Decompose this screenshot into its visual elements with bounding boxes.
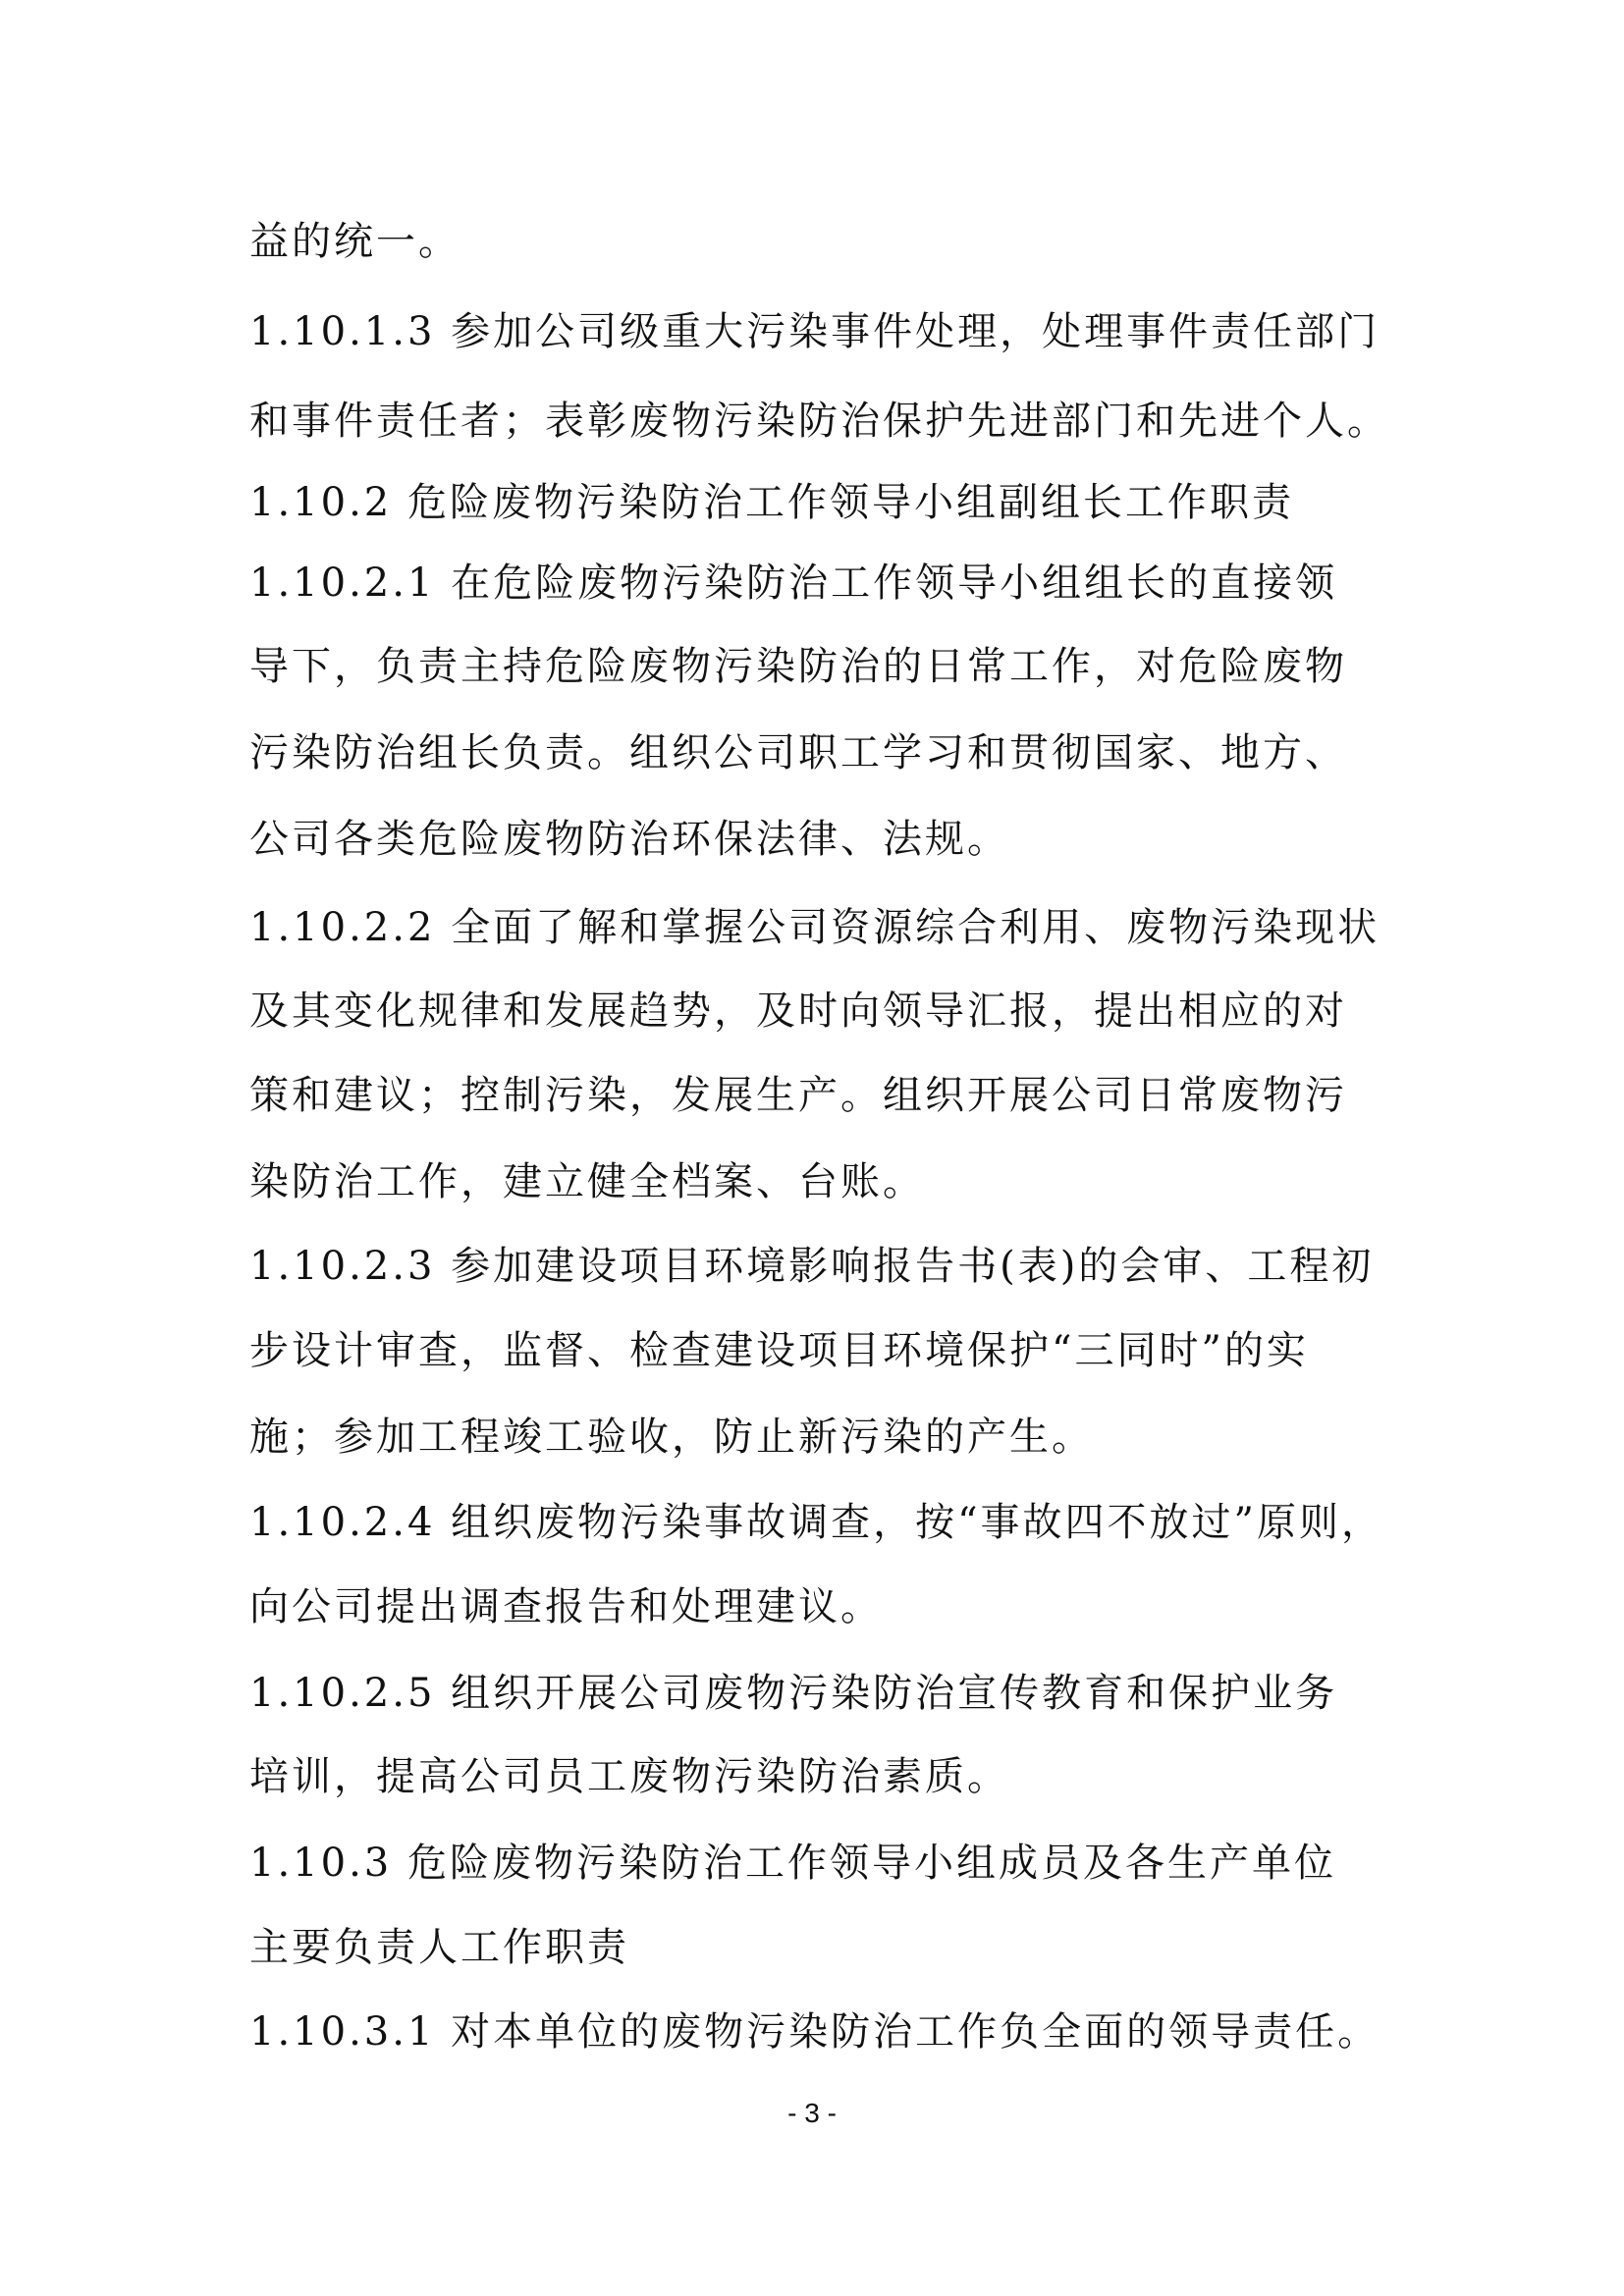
page-number: - 3 - [787,2098,837,2128]
text-line: 施；参加工程竣工验收，防止新污染的产生。 [249,1415,1094,1460]
text-line: 1.10.3 危险废物污染防治工作领导小组成员及各生产单位 [249,1841,1336,1886]
text-line: 1.10.2.4 组织废物污染事故调查，按“事故四不放过”原则， [249,1500,1384,1545]
text-line: 公司各类危险废物防治环保法律、法规。 [249,817,1009,862]
text-line: 1.10.2.3 参加建设项目环境影响报告书(表)的会审、工程初 [249,1244,1375,1289]
text-line: 及其变化规律和发展趋势，及时向领导汇报，提出相应的对 [249,988,1347,1034]
text-line: 1.10.1.3 参加公司级重大污染事件处理，处理事件责任部门 [249,309,1380,354]
text-line: 1.10.2.5 组织开展公司废物污染防治宣传教育和保护业务 [249,1671,1338,1716]
text-line: 益的统一。 [249,219,460,264]
text-line: 主要负责人工作职责 [249,1925,629,1970]
text-line: 1.10.2 危险废物污染防治工作领导小组副组长工作职责 [249,480,1294,525]
text-line: 1.10.2.2 全面了解和掌握公司资源综合利用、废物污染现状 [249,905,1380,950]
text-line: 导下，负责主持危险废物污染防治的日常工作，对危险废物 [249,644,1347,689]
text-line: 1.10.3.1 对本单位的废物污染防治工作负全面的领导责任。 [249,2009,1380,2055]
text-line: 和事件责任者；表彰废物污染防治保护先进部门和先进个人。 [249,399,1389,444]
text-line: 步设计审查，监督、检查建设项目环境保护“三同时”的实 [249,1328,1309,1373]
text-line: 培训，提高公司员工废物污染防治素质。 [249,1754,1009,1799]
text-line: 策和建议；控制污染，发展生产。组织开展公司日常废物污 [249,1073,1347,1118]
text-line: 污染防治组长负责。组织公司职工学习和贯彻国家、地方、 [249,730,1347,775]
text-line: 染防治工作，建立健全档案、台账。 [249,1159,925,1204]
text-line: 1.10.2.1 在危险废物污染防治工作领导小组组长的直接领 [249,561,1338,606]
text-line: 向公司提出调查报告和处理建议。 [249,1584,883,1629]
